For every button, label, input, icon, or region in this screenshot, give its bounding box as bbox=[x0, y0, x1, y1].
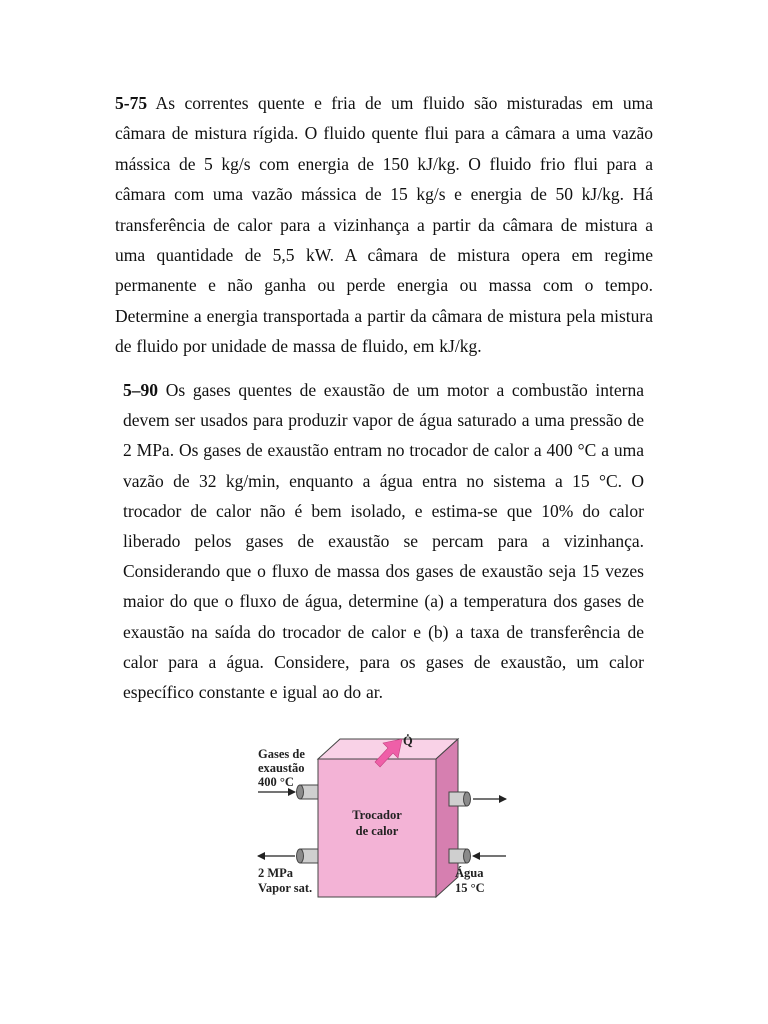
problem-number: 5–90 bbox=[123, 380, 158, 400]
water-inlet-label-line1: Água bbox=[455, 866, 484, 880]
water-inlet-label-line2: 15 °C bbox=[455, 881, 485, 895]
water-inlet-pipe bbox=[449, 849, 471, 863]
steam-outlet-label-line1: 2 MPa bbox=[258, 866, 294, 880]
problem-5-75 bbox=[115, 88, 653, 362]
problem-text: Os gases quentes de exaustão de um motor a combustão interna devem ser usados para produzir vapor de água saturado a uma pressão de 2 MPa. Os gases de exaustão entram no trocador de calor a 400 °C a uma vazão de 32 kg/min, enquanto a água entra no sistema a 15 °C. O trocador de calor não é bem isolado, e estima-se que 10% do calor liberado pelos gases de exaustão se percam para a vizinhança. Considerando que o fluxo de massa dos gases de exaustão seja 15 vezes maior do que o fluxo de água, determine (a) a temperatura dos gases de exaustão na saída do trocador de calor e (b) a taxa de transferência de calor para a água. Considere, para os gases de exaustão, um calor específico constante e igual ao do ar. bbox=[123, 380, 644, 703]
gas-inlet-label-line1: Gases de bbox=[258, 747, 305, 761]
box-label-line1: Trocador bbox=[352, 808, 402, 822]
heat-label: Q̇ bbox=[403, 734, 413, 748]
steam-outlet-label-line2: Vapor sat. bbox=[258, 881, 313, 895]
problem-number: 5-75 bbox=[115, 93, 148, 113]
gas-outlet-pipe bbox=[449, 792, 471, 806]
steam-outlet-pipe bbox=[297, 849, 319, 863]
gas-inlet-label-line2: exaustão bbox=[258, 761, 305, 775]
heat-exchanger-diagram bbox=[240, 725, 540, 905]
problem-5-90 bbox=[123, 375, 644, 707]
problem-text: As correntes quente e fria de um fluido são misturadas em uma câmara de mistura rígida. O fluido quente flui para a câmara a uma vazão mássica de 5 kg/s com energia de 150 kJ/kg. O fluido frio flui para a câmara com uma vazão mássica de 15 kg/s e energia de 50 kJ/kg. Há transferência de calor para a vizinhança a partir da câmara de mistura a uma quantidade de 5,5 kW. A câmara de mistura opera em regime permanente e não ganha ou perde energia ou massa com o tempo. Determine a energia transportada a partir da câmara de mistura pela mistura de fluido por unidade de massa de fluido, em kJ/kg. bbox=[115, 93, 653, 357]
heat-exchanger-figure bbox=[240, 725, 540, 905]
gas-inlet-label-line3: 400 °C bbox=[258, 775, 294, 789]
gas-inlet-pipe bbox=[297, 785, 319, 799]
box-label-line2: de calor bbox=[355, 824, 399, 838]
